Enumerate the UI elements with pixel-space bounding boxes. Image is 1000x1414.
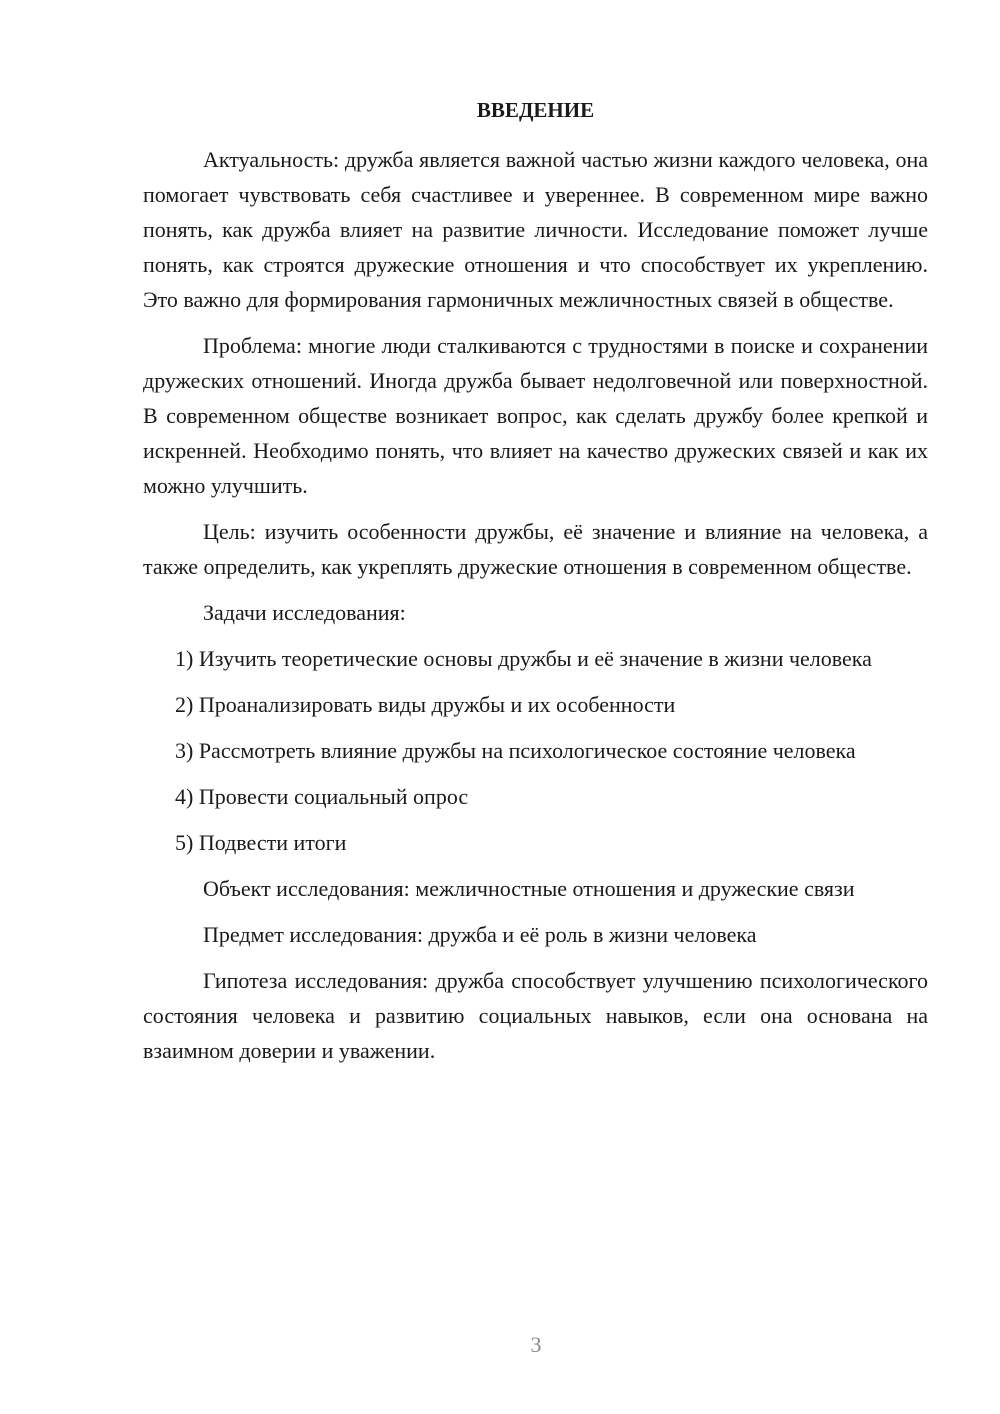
task-item-4: 4) Провести социальный опрос	[175, 784, 469, 809]
goal-paragraph: Цель: изучить особенности дружбы, её значение и влияние на человека, а также определить, как укреплять дружеские отношения в современном обществе.	[143, 519, 928, 579]
hypothesis-paragraph: Гипотеза исследования: дружба способствует улучшению психологического состояния человека и развитию социальных навыков, если она основана на взаимном доверии и уважении.	[143, 968, 928, 1063]
problem-paragraph: Проблема: многие люди сталкиваются с трудностями в поиске и сохранении дружеских отношений. Иногда дружба бывает недолговечной или поверхностной. В современном обществе возникает вопрос, как сделать дружбу более крепкой и искренней. Необходимо понять, что влияет на качество дружеских связей и как их можно улучшить.	[143, 333, 928, 498]
relevance-paragraph: Актуальность: дружба является важной частью жизни каждого человека, она помогает чувствовать себя счастливее и увереннее. В современном мире важно понять, как дружба влияет на развитие личности. Исследование поможет лучше понять, как строятся дружеские отношения и что способствует их укреплению. Это важно для формирования гармоничных межличностных связей в обществе.	[143, 147, 928, 312]
task-item-2: 2) Проанализировать виды дружбы и их особенности	[175, 692, 676, 717]
page-number: 3	[530, 1332, 542, 1357]
task-item-1: 1) Изучить теоретические основы дружбы и её значение в жизни человека	[175, 646, 872, 671]
task-item-5: 5) Подвести итоги	[175, 830, 347, 855]
task-item-3: 3) Рассмотреть влияние дружбы на психологическое состояние человека	[175, 738, 856, 763]
subject-paragraph: Предмет исследования: дружба и её роль в жизни человека	[203, 922, 757, 947]
tasks-heading: Задачи исследования:	[203, 600, 406, 625]
section-heading: ВВЕДЕНИЕ	[476, 98, 595, 122]
object-paragraph: Объект исследования: межличностные отношения и дружеские связи	[203, 876, 855, 901]
page-body	[143, 94, 928, 1079]
